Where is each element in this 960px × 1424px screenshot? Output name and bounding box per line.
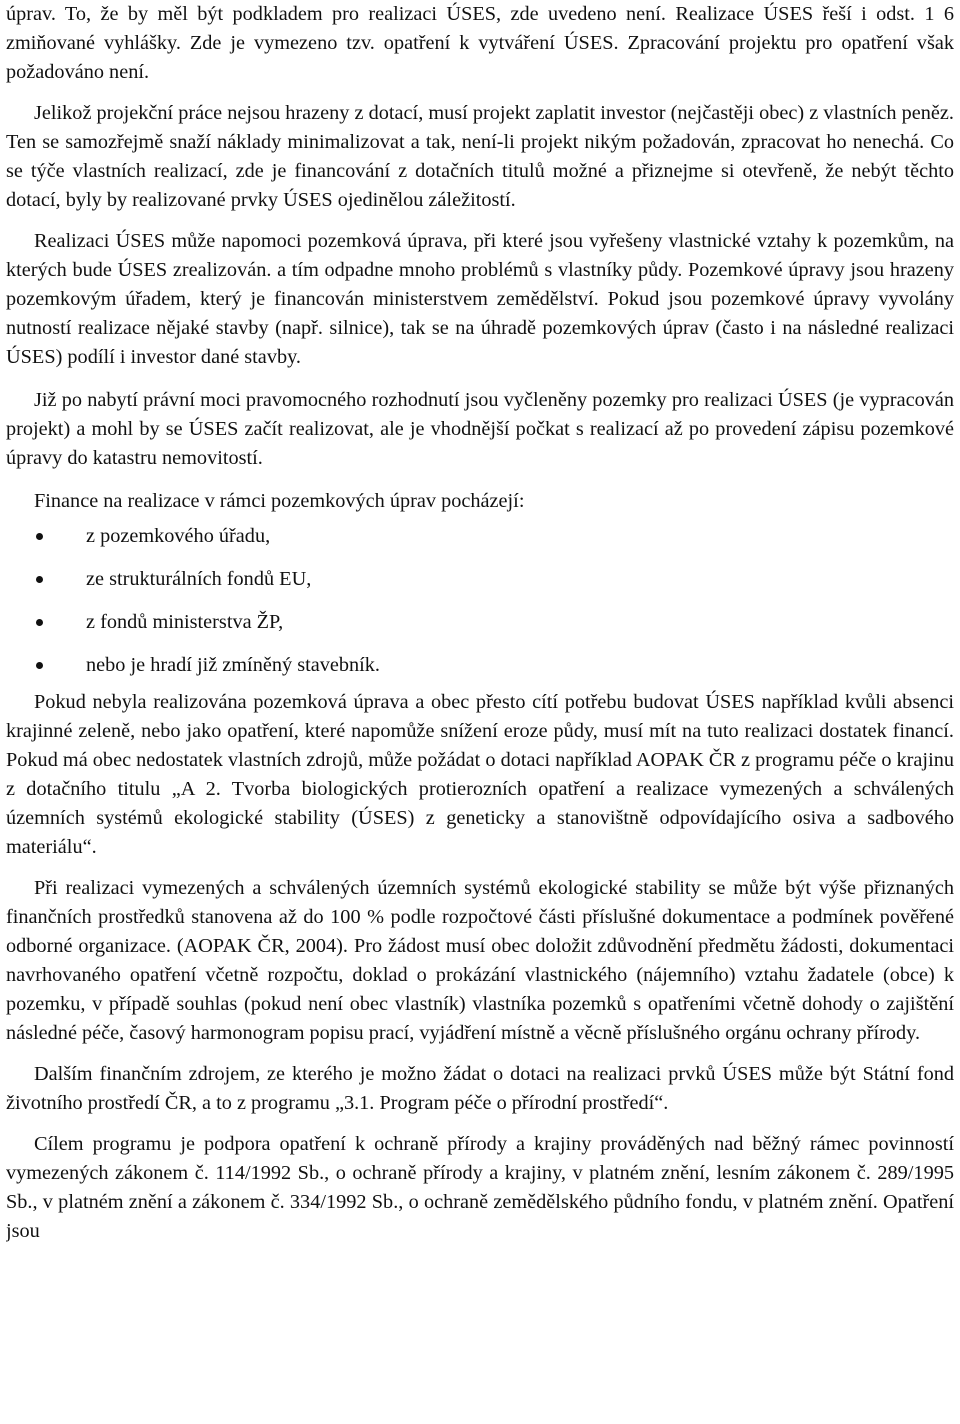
bullet-icon (36, 533, 43, 540)
paragraph-funding-amount: Při realizaci vymezených a schválených územních systémů ekologické stability se může být výše přiznaných finančních prostředků stanovena až do 100 % podle rozpočtové části příslušné dokumentace a podmínek pověřené odborné organizace. (AOPAK ČR, 2004). Pro žádost musí obec doložit zdůvodnění předmětu žádosti, dokumentaci navrhovaného opatření včetně rozpočtu, doklad o prokázání vlastnického (nájemního) vztahu žadatele (obce) k pozemku, v případě souhlas (pokud není obec vlastník) vlastníka pozemků s opatřeními včetně dohody o zajištění následné péče, časový harmonogram popisu prací, vyjádření místně a věcně příslušného orgánu ochrany přírody. (6, 877, 954, 1044)
paragraph-project-funding: Jelikož projekční práce nejsou hrazeny z dotací, musí projekt zaplatit investor (nejčastěji obec) z vlastních peněz. Ten se samozřejmě snaží náklady minimalizovat a tak, není-li projekt nikým požadován, zpracovat ho nenechá. Co se týče vlastních realizací, zde je financování z dotačních titulů možné a přiznejme si otevřeně, že nebýt těchto dotací, byly by realizované prvky ÚSES ojedinělou záležitostí. (6, 102, 954, 211)
paragraph-no-consolidation: Pokud nebyla realizována pozemková úprava a obec přesto cítí potřebu budovat ÚSES například kvůli absenci krajinné zeleně, nebo jako opatření, které napomůže snížení eroze půdy, musí mít na tuto realizaci dostatek financí. Pokud má obec nedostatek vlastních zdrojů, může požádat o dotaci například AOPAK ČR z programu péče o krajinu z dotačního titulu „A 2. Tvorba biologických protierozních opatření a realizace vymezených a schválených územních systémů ekologické stability (ÚSES) z geneticky a stanovištně odpovídajícího osiva a sadbového materiálu“. (6, 691, 954, 858)
document-page (6, 0, 954, 1424)
bullet-icon (36, 576, 43, 583)
paragraph-usp-continuation: úprav. To, že by měl být podkladem pro realizaci ÚSES, zde uvedeno není. Realizace ÚSES řeší i odst. 1 6 zmiňované vyhlášky. Zde je vymezeno tzv. opatření k vytváření ÚSES. Zpracování projektu pro opatření však požadováno není. (6, 3, 954, 83)
paragraph-finance-sources-intro: Finance na realizace v rámci pozemkových úprav pocházejí: (34, 490, 525, 512)
list-item (6, 651, 954, 680)
bullet-icon (36, 619, 43, 626)
list-item (6, 522, 954, 551)
paragraph-legal-decision: Již po nabytí právní moci pravomocného rozhodnutí jsou vyčleněny pozemky pro realizaci ÚSES (je vypracován projekt) a mohl by se ÚSES začít realizovat, ale je vhodnější počkat s realizací až po provedení zápisu pozemkové úpravy do katastru nemovitostí. (6, 389, 954, 469)
list-item-text: z pozemkového úřadu, (86, 525, 271, 547)
paragraph-land-consolidation: Realizaci ÚSES může napomoci pozemková úprava, při které jsou vyřešeny vlastnické vztahy k pozemkům, na kterých bude ÚSES zrealizován. a tím odpadne mnoho problémů s vlastníky půdy. Pozemkové úpravy jsou hrazeny pozemkovým úřadem, který je financován ministerstvem zemědělství. Pokud jsou pozemkové úpravy vyvolány nutností realizace nějaké stavby (např. silnice), tak se na úhradě pozemkových úprav (často i na následné realizaci ÚSES) podílí i investor dané stavby. (6, 230, 954, 368)
list-item-text: ze strukturálních fondů EU, (86, 568, 312, 590)
list-item (6, 565, 954, 594)
list-item (6, 608, 954, 637)
bullet-icon (36, 662, 43, 669)
paragraph-program-goal: Cílem programu je podpora opatření k ochraně přírody a krajiny prováděných nad běžný rámec povinností vymezených zákonem č. 114/1992 Sb., o ochraně přírody a krajiny, v platném znění, lesním zákonem č. 289/1995 Sb., v platném znění a zákonem č. 334/1992 Sb., o ochraně zemědělského půdního fondu, v platném znění. Opatření jsou (6, 1133, 954, 1242)
paragraph-state-fund: Dalším finančním zdrojem, ze kterého je možno žádat o dotaci na realizaci prvků ÚSES může být Státní fond životního prostředí ČR, a to z programu „3.1. Program péče o přírodní prostředí“. (6, 1063, 954, 1114)
list-item-text: nebo je hradí již zmíněný stavebník. (86, 654, 380, 676)
finance-sources-list (6, 522, 954, 680)
list-item-text: z fondů ministerstva ŽP, (86, 611, 284, 633)
